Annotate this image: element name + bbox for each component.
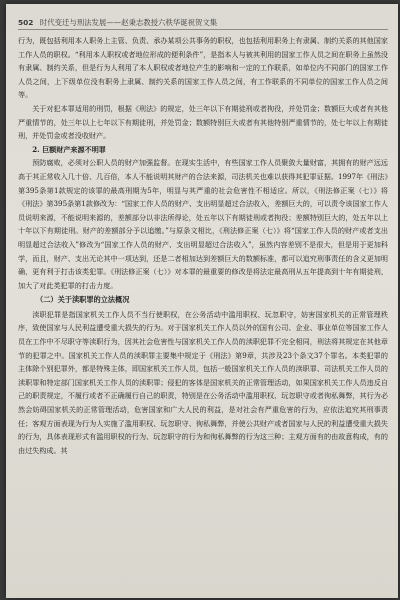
paragraph-dereliction: 渎职犯罪是指国家机关工作人员不当行使职权，在公务活动中滥用职权、玩忽职守，妨害国家机关的正常管理秩序，致使国家与人民利益遭受重大损失的行为。对于国家机关工作人员以外的国有公司、企业、事业单位等国家工作人员在工作中不尽职守等渎职行为，因其社会危害性与国家机关工作人员的渎职犯罪不完全相同，刑法将其规定在其他章节的犯罪之中。国家机关工作人员的渎职罪主要集中规定于《刑法》第9章，共涉及23个条文37个罪名。本类犯罪的主体除个别犯罪外，都是特殊主体，即国家机关工作人员，包括一般国家机关工作人员的渎职罪、司法机关工作人员的渎职罪和特定部门国家机关工作人员的渎职罪；侵犯的客体是国家机关的正常管理活动，如果国家机关工作人员违反自己的职责规定，不履行或者不正确履行自己的职责，特别是在公务活动中滥用职权、玩忽职守或者徇私舞弊，其行为必然会妨碍国家机关的正常管理活动，危害国家和广大人民的利益，是对社会有严重危害的行为，应依法追究其刑事责任；客观方面表现为行为人实施了滥用职权、玩忽职守、徇私舞弊，并使公共财产或者国家与人民的利益遭受重大损失的行为，具体表现形式有滥用职权的行为、玩忽职守的行为和徇私舞弊的行为这三种；主观方面有的由故意构成，有的由过失构成。其 [18, 309, 388, 455]
document-page [6, 4, 398, 598]
page-number: 502 [18, 18, 34, 27]
paragraph-penalty: 关于对犯本罪适用的刑罚，根据《刑法》的规定，处三年以下有期徒刑或者拘役，并处罚金；数额巨大或者有其他严重情节的，处三年以上七年以下有期徒刑，并处罚金；数额特别巨大或者有其他特别严重情节的，处七年以上有期徒刑，并处罚金或者没收财产。 [18, 103, 388, 141]
section-heading-unexplained-assets: 2. 巨额财产来源不明罪 [32, 144, 106, 154]
running-title: 时代变迁与刑法发展——赵秉志教授六秩华诞祝贺文集 [39, 18, 218, 27]
section-heading-dereliction: （二）关于渎职罪的立法概况 [36, 295, 130, 305]
running-header [18, 17, 388, 30]
body-text [18, 34, 388, 592]
paragraph-continued: 行为，既包括利用本人职务上主管、负责、承办某项公共事务的职权，也包括利用职务上有隶属、制约关系的其他国家工作人员的职权。“利用本人职权或者地位形成的便利条件”，是指本人与被其利用的国家工作人员之间在职务上虽然没有隶属、制约关系，但是行为人利用了本人职权或者地位产生的影响和一定的工作联系，如单位内不同部门的国家工作人员之间，上下级单位没有职务上隶属、制约关系的国家工作人员之间，有工作联系的不同单位的国家工作人员之间等。 [18, 36, 388, 100]
paragraph-unexplained-assets: 预防腐败，必须对公职人员的财产加强监督。在现实生活中，有些国家工作人员聚敛大量财富，其拥有的财产远远高于其正常收入几十倍、几百倍，本人不能说明其财产的合法来源，司法机关也难以获得其犯罪证据。1997年《刑法》第395条第1款规定的该罪的最高刑期为5年，明显与其严重的社会危害性不相适应。所以，《刑法修正案（七）》将《刑法》第395条第1款修改为：“国家工作人员的财产、支出明显超过合法收入，差额巨大的，可以责令该国家工作人员说明来源，不能说明来源的，差额部分以非法所得论，处五年以下有期徒刑或者拘役；差额特别巨大的，处五年以上十年以下有期徒刑。财产的差额部分予以追缴。”与原条文相比，《刑法修正案（七）》将“国家工作人员的财产或者支出明显超过合法收入”修改为“国家工作人员的财产、支出明显超过合法收入”，虽然内容差别不是很大，但是用于更加科学，而且，财产、支出无论其中一项达到，还是二者相加达到差额巨大的数额标准，都可以追究刑事责任的含义更加明确，更有利于打击该类犯罪。《刑法修正案（七）》对本罪的最重要的修改是将法定最高刑从五年提高到十年有期徒刑，加大了对此类犯罪的打击力度。 [18, 158, 388, 290]
